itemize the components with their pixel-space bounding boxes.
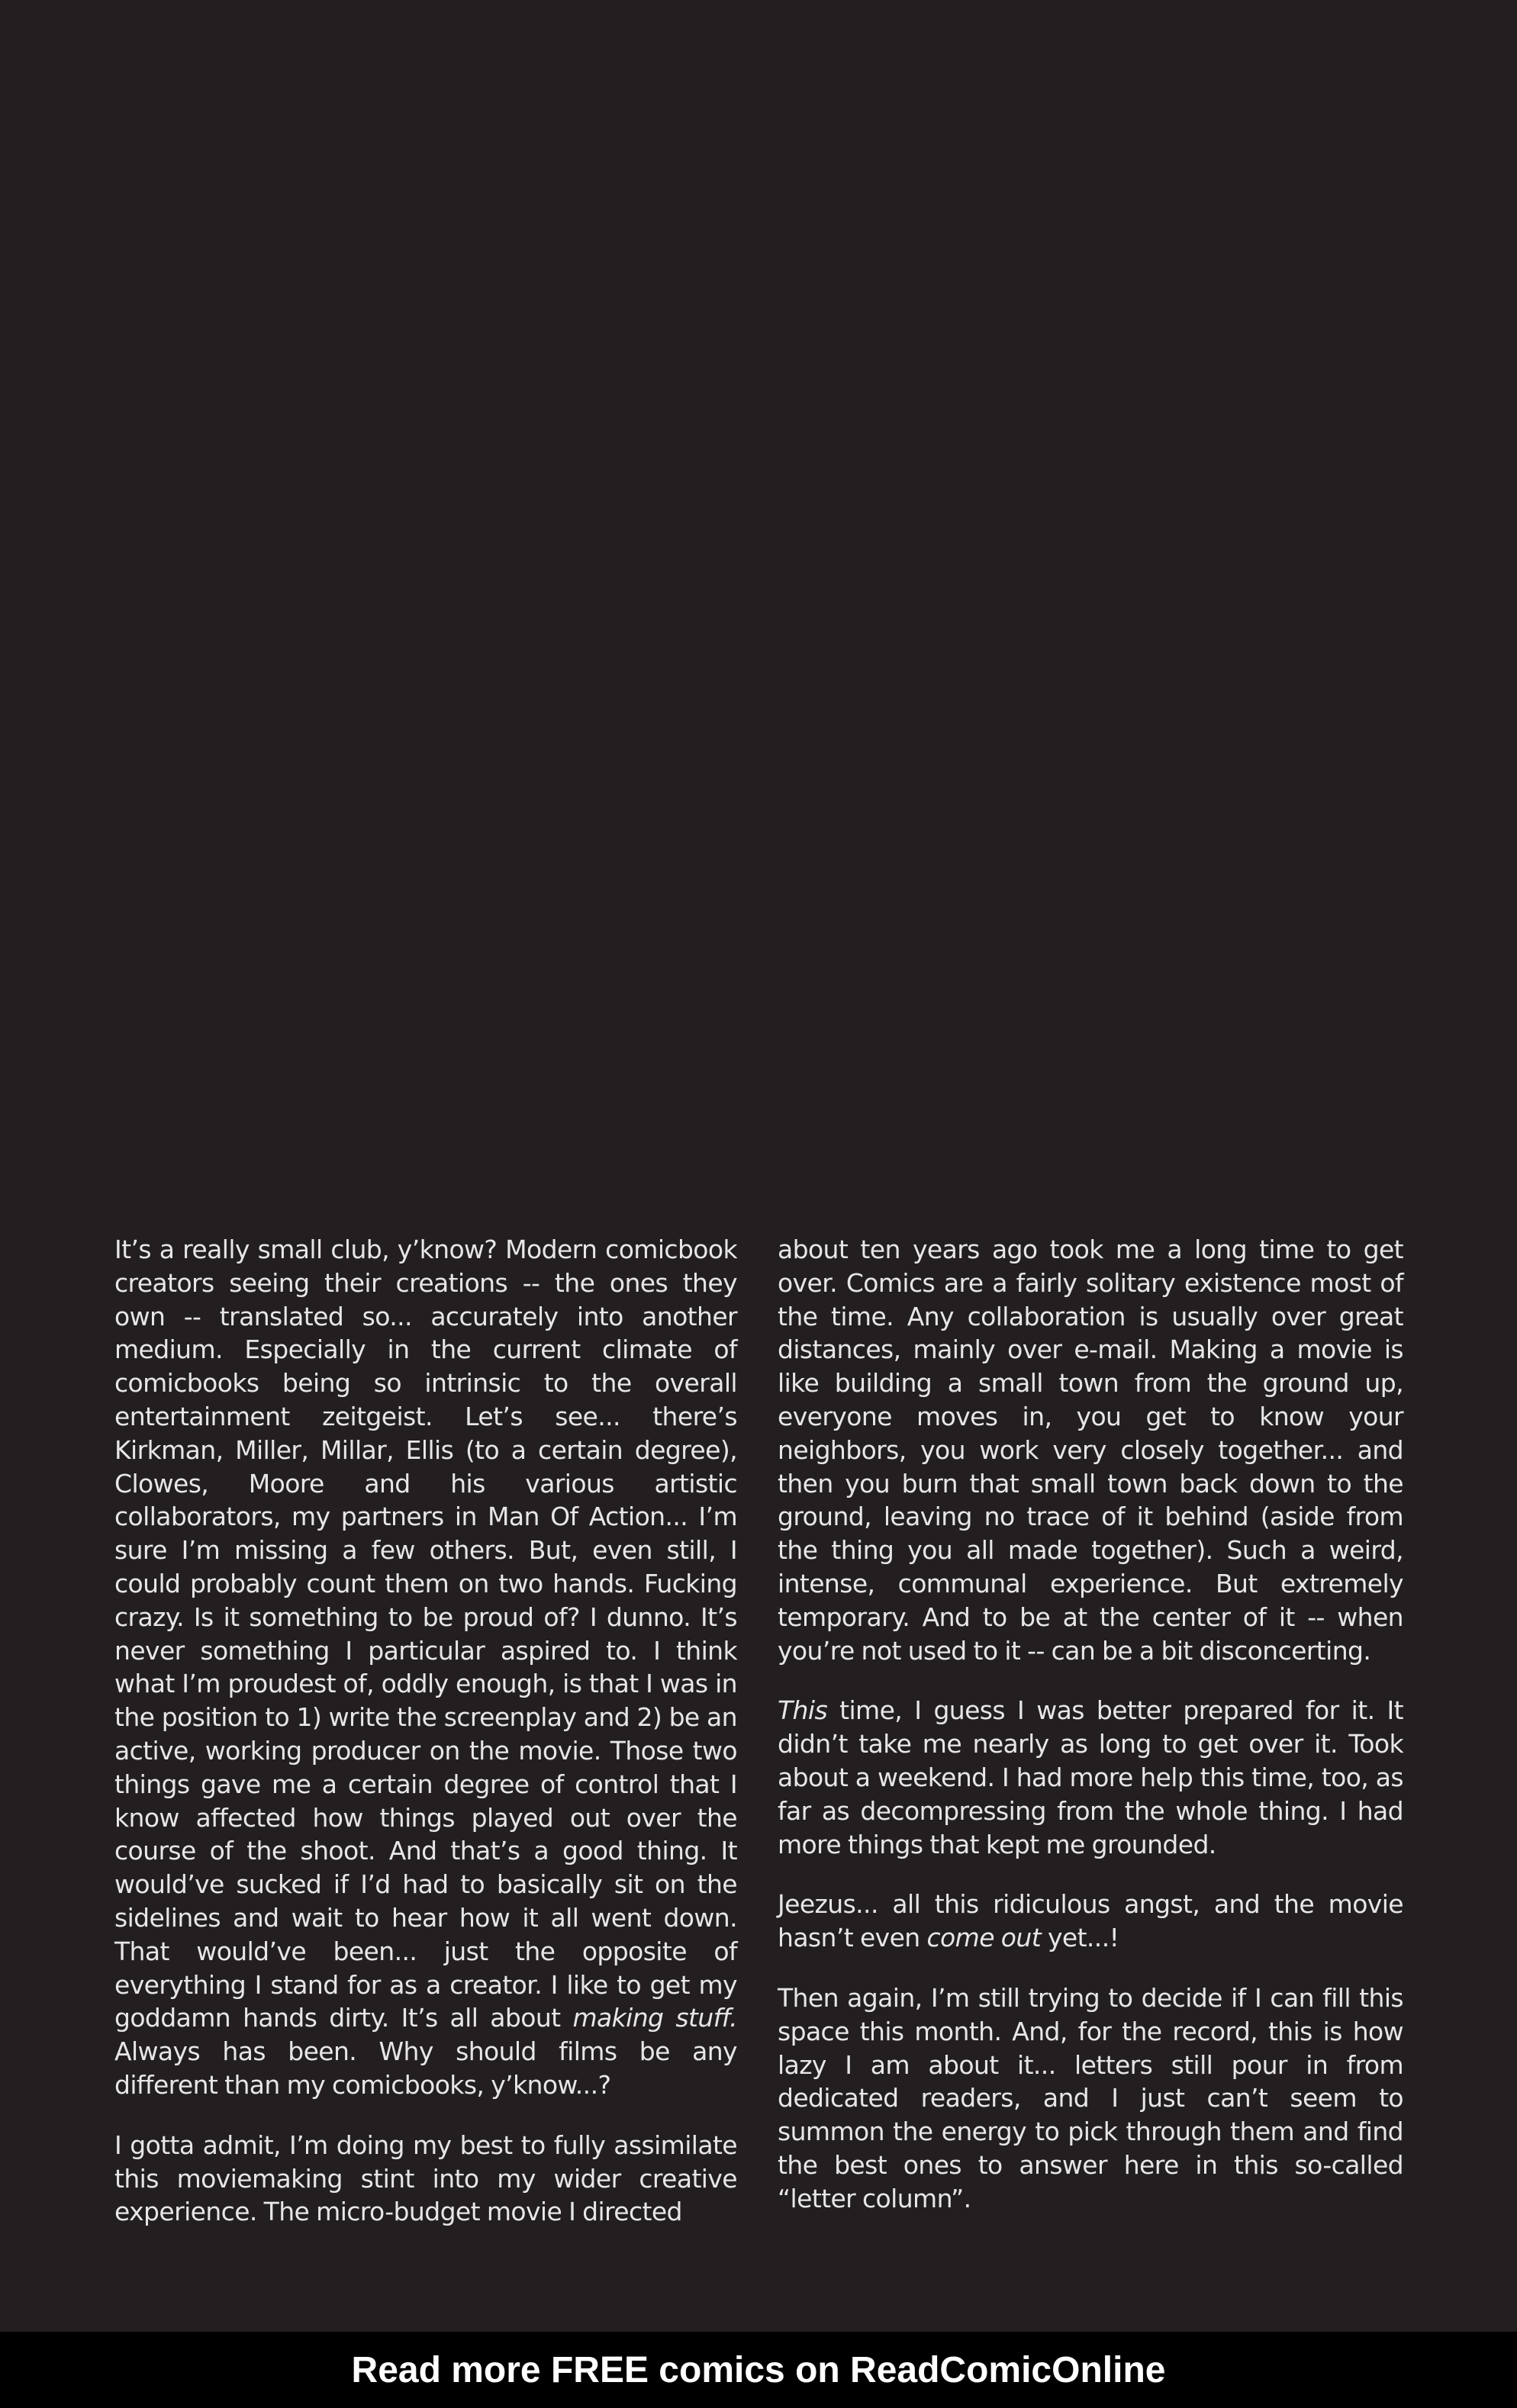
text-column-left <box>114 1233 737 2255</box>
promo-link[interactable]: Read more FREE comics on ReadComicOnline <box>351 2349 1166 2390</box>
paragraph-text: yet...! <box>1047 1923 1119 1953</box>
paragraph <box>114 1233 737 2102</box>
text-column-right <box>778 1233 1403 2242</box>
paragraph-text: time, I guess I was better prepared for it. It didn’t take me nearly as long to get over it. Took about a weekend. I had more help this time, too, as far as decompressing from the whole thing. I had more things that kept me grounded. <box>778 1695 1403 1859</box>
emphasis-text: This <box>778 1695 828 1726</box>
paragraph: Then again, I’m still trying to decide if I can fill this space this month. And, for the record, this is how lazy I am about it... letters still pour in from dedicated readers, and I just can’t seem to summon the energy to pick through them and find the best ones to answer here in this so-called “letter column”. <box>778 1982 1403 2213</box>
paragraph <box>778 1694 1403 1861</box>
promo-banner[interactable] <box>0 2332 1517 2408</box>
paragraph: about ten years ago took me a long time to get over. Comics are a fairly solitary existence most of the time. Any collaboration is usually over great distances, mainly over e-mail. Making a movie is like building a small town from the ground up, everyone moves in, you get to know your neighbors, you work very closely together... and then you burn that small town back down to the ground, leaving no trace of it behind (aside from the thing you all made together). Such a weird, intense, communal experience. But extremely temporary. And to be at the center of it -- when you’re not used to it -- can be a bit disconcerting. <box>778 1235 1403 1666</box>
emphasis-text: come out <box>926 1923 1042 1953</box>
paragraph-text: It’s a really small club, y’know? Modern comicbook creators seeing their creations -- the ones they own -- translated so... accurately into another medium. Especially in the current climate of comicbooks being so intrinsic to the overall entertainment zeitgeist. Let’s see... there’s Kirkman, Miller, Millar, Ellis (to a certain degree), Clowes, Moore and his various artistic collaborators, my partners in Man Of Action... I’m sure I’m missing a few others. But, even still, I could probably count them on two hands. Fucking crazy. Is it something to be proud of? I dunno. It’s never something I particular aspired to. I think what I’m proudest of, oddly enough, is that I was in the position to 1) write the screenplay and 2) be an active, working producer on the movie. Those two things gave me a certain degree of control that I know affected how things played out over the course of the shoot. And that’s a good thing. It would’ve sucked if I’d had to basically sit on the sidelines and wait to hear how it all went down. That would’ve been... just the opposite of everything I stand for as a creator. I like to get my goddamn hands dirty. It’s all about <box>114 1235 737 2033</box>
paragraph <box>778 1888 1403 1955</box>
paragraph-text: Jeezus... all this ridiculous angst, and the movie hasn’t even <box>778 1889 1403 1953</box>
paragraph: I gotta admit, I’m doing my best to fully assimilate this moviemaking stint into my wider creative experience. The micro-budget movie I directed <box>114 2130 737 2227</box>
paragraph-text: Always has been. Why should films be any different than my comicbooks, y’know...? <box>114 2036 737 2100</box>
emphasis-text: making stuff. <box>572 2003 737 2033</box>
